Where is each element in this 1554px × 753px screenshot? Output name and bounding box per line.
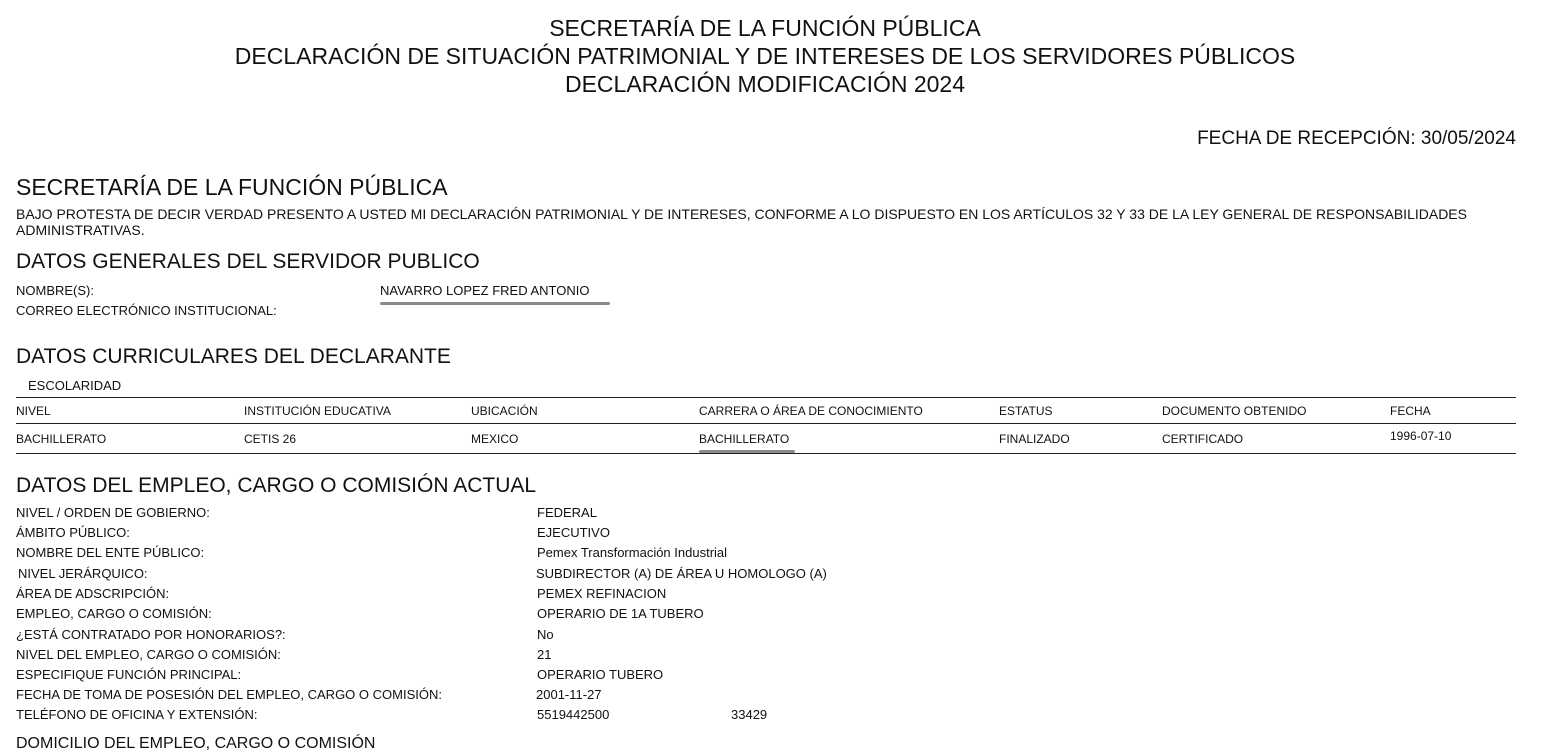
nombre-underline: [380, 302, 610, 305]
field-label: TELÉFONO DE OFICINA Y EXTENSIÓN:: [16, 707, 258, 722]
field-value: EJECUTIVO: [537, 525, 610, 540]
table-cell: BACHILLERATO: [699, 432, 790, 446]
table-bottom-rule: [16, 453, 1516, 454]
column-header: FECHA: [1390, 404, 1431, 418]
nombre-value: NAVARRO LOPEZ FRED ANTONIO: [380, 283, 590, 298]
field-label: ¿ESTÁ CONTRATADO POR HONORARIOS?:: [16, 627, 286, 642]
field-label: NIVEL DEL EMPLEO, CARGO O COMISIÓN:: [16, 647, 281, 662]
escolaridad-subtitle: ESCOLARIDAD: [28, 378, 122, 393]
field-value: OPERARIO DE 1A TUBERO: [537, 606, 704, 621]
field-value: 5519442500: [537, 707, 610, 722]
field-label: NOMBRE DEL ENTE PÚBLICO:: [16, 545, 205, 560]
table-header-rule: [16, 423, 1516, 424]
column-header: NIVEL: [16, 404, 51, 418]
declaration-type: DECLARACIÓN MODIFICACIÓN 2024: [564, 71, 966, 97]
correo-label: CORREO ELECTRÓNICO INSTITUCIONAL:: [16, 303, 277, 318]
field-value: 2001-11-27: [536, 687, 602, 702]
field-value: 21: [537, 647, 552, 662]
table-cell: BACHILLERATO: [16, 432, 107, 446]
table-top-rule: [16, 397, 1516, 398]
field-value: SUBDIRECTOR (A) DE ÁREA U HOMOLOGO (A): [536, 566, 827, 581]
document-title: SECRETARÍA DE LA FUNCIÓN PÚBLICA: [549, 15, 981, 41]
field-value: Pemex Transformación Industrial: [537, 545, 728, 560]
table-cell: 1996-07-10: [1390, 429, 1452, 443]
field-value: FEDERAL: [537, 505, 597, 520]
field-value: OPERARIO TUBERO: [537, 667, 664, 682]
field-label: NIVEL JERÁRQUICO:: [18, 566, 148, 581]
reception-date: FECHA DE RECEPCIÓN: 30/05/2024: [1197, 128, 1516, 149]
column-header: DOCUMENTO OBTENIDO: [1162, 404, 1307, 418]
field-label: NIVEL / ORDEN DE GOBIERNO:: [16, 505, 210, 520]
field-label: ESPECIFIQUE FUNCIÓN PRINCIPAL:: [16, 667, 242, 682]
column-header: INSTITUCIÓN EDUCATIVA: [244, 404, 391, 418]
table-cell: CETIS 26: [244, 432, 297, 446]
field-value: No: [537, 627, 554, 642]
field-label: EMPLEO, CARGO O COMISIÓN:: [16, 606, 212, 621]
field-value: PEMEX REFINACION: [537, 586, 667, 601]
intro-text: BAJO PROTESTA DE DECIR VERDAD PRESENTO A USTED MI DECLARACIÓN PATRIMONIAL Y DE INTERESES, CONFORME A LO DISPUESTO EN LOS ARTÍCULOS 32 Y 33 DE LA LEY GENERAL DE RESPONSABILIDADES ADMINISTRATIVAS.: [16, 206, 1467, 238]
field-label: ÁMBITO PÚBLICO:: [16, 525, 130, 540]
table-cell: MEXICO: [471, 432, 519, 446]
column-header: UBICACIÓN: [471, 404, 538, 418]
empleo-title: DATOS DEL EMPLEO, CARGO O COMISIÓN ACTUAL: [16, 474, 537, 497]
field-label: FECHA DE TOMA DE POSESIÓN DEL EMPLEO, CARGO O COMISIÓN:: [16, 687, 442, 702]
datos-generales-title: DATOS GENERALES DEL SERVIDOR PUBLICO: [16, 250, 480, 273]
field-label: ÁREA DE ADSCRIPCIÓN:: [16, 586, 170, 601]
section-title: SECRETARÍA DE LA FUNCIÓN PÚBLICA: [16, 174, 448, 200]
table-cell: FINALIZADO: [999, 432, 1070, 446]
column-header: ESTATUS: [999, 404, 1053, 418]
document-subtitle: DECLARACIÓN DE SITUACIÓN PATRIMONIAL Y DE INTERESES DE LOS SERVIDORES PÚBLICOS: [234, 43, 1296, 69]
phone-extension: 33429: [731, 707, 768, 722]
domicilio-title: DOMICILIO DEL EMPLEO, CARGO O COMISIÓN: [16, 735, 376, 752]
column-header: CARRERA O ÁREA DE CONOCIMIENTO: [699, 404, 923, 418]
table-cell: CERTIFICADO: [1162, 432, 1244, 446]
datos-curriculares-title: DATOS CURRICULARES DEL DECLARANTE: [16, 345, 451, 368]
nombre-label: NOMBRE(S):: [16, 283, 94, 298]
